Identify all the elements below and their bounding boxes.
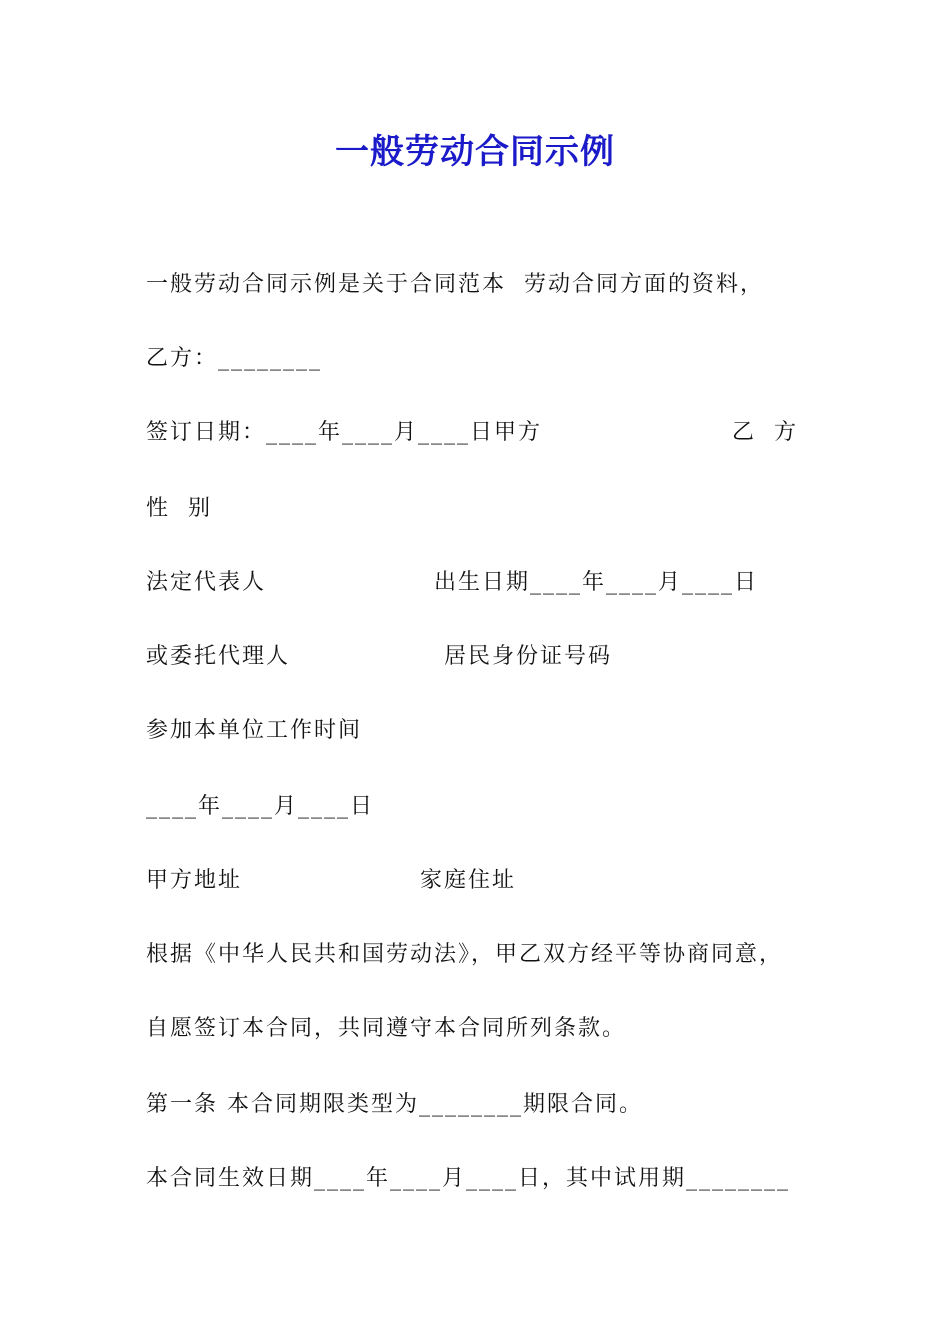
party-b-header: 乙 方 [732, 420, 798, 445]
gender-label: 性 别 [146, 496, 212, 521]
party-b-line: 乙方：________ [146, 346, 323, 371]
birth-date-field: 出生日期____年____月____日 [434, 570, 759, 595]
intro-line: 一般劳动合同示例是关于合同范本 劳动合同方面的资料， [146, 272, 764, 297]
effective-date-line: 本合同生效日期____年____月____日，其中试用期________ [146, 1166, 791, 1191]
join-date-field: ____年____月____日 [146, 794, 375, 819]
sign-date-text: 签订日期：____年____月____日甲方 [146, 420, 543, 445]
home-address-label: 家庭住址 [420, 868, 517, 893]
join-time-label: 参加本单位工作时间 [146, 718, 363, 743]
document-title: 一般劳动合同示例 [335, 132, 615, 172]
article-1: 第一条 本合同期限类型为________期限合同。 [146, 1092, 643, 1117]
id-number-label: 居民身份证号码 [444, 644, 613, 669]
basis-paragraph-line-2: 自愿签订本合同，共同遵守本合同所列条款。 [146, 1016, 627, 1041]
party-a-address-label: 甲方地址 [146, 868, 243, 893]
legal-rep-label: 法定代表人 [146, 570, 267, 595]
agent-label: 或委托代理人 [146, 644, 291, 669]
basis-paragraph-line-1: 根据《中华人民共和国劳动法》，甲乙双方经平等协商同意， [146, 942, 784, 967]
